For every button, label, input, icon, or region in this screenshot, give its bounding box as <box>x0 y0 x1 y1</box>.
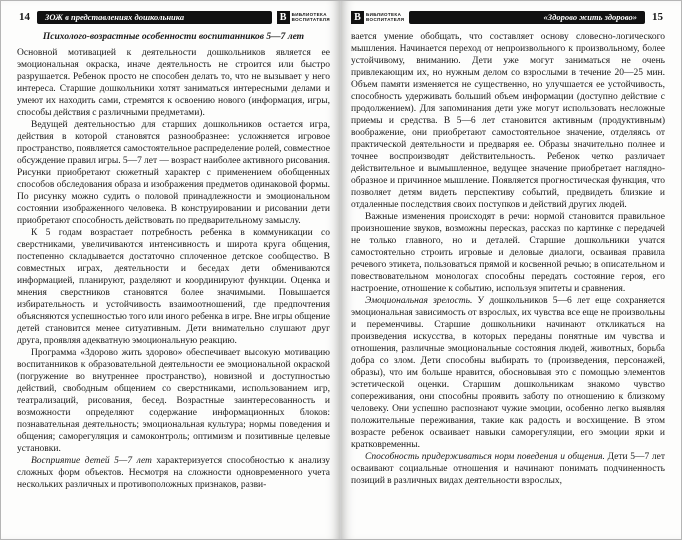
page-number-left: 14 <box>19 11 30 23</box>
paragraph <box>351 31 665 211</box>
left-header-bar <box>37 11 272 24</box>
publisher-name <box>292 12 330 23</box>
left-page <box>1 1 341 539</box>
paragraph-text: Важные изменения происходят в речи: нормой становится правильное произношение звуков, возможны пересказ, рассказ по картинке с передачей не только главного, но и деталей. Старшие дошкольники учатся самостоятельно строить игровые и деловые диалоги, осваивая правила речевого этикета, пользоваться прямой и косвенной речью; в описательном и повествовательном монологах способны передать состояние героя, его настроение, отношение к событию, используя эпитеты и сравнения. <box>351 212 665 294</box>
right-page-body <box>351 31 665 487</box>
publisher-name-line2: ВОСПИТАТЕЛЯ <box>366 17 405 22</box>
left-header-title: ЗОЖ в представлениях дошкольника <box>45 11 185 22</box>
publisher-badge-left <box>277 11 330 24</box>
publisher-name-line2: ВОСПИТАТЕЛЯ <box>291 17 330 22</box>
right-header-title: «Здорово жить здорово» <box>543 11 637 22</box>
paragraph <box>351 451 665 487</box>
paragraph <box>17 455 330 491</box>
paragraph-lead: Восприятие детей 5—7 лет <box>31 456 152 466</box>
publisher-name <box>366 12 404 23</box>
right-header-bar <box>409 11 645 24</box>
paragraph <box>17 47 330 119</box>
left-page-header <box>17 9 330 25</box>
paragraph <box>351 211 665 295</box>
page-number-right: 15 <box>652 11 663 23</box>
publisher-name-line1: БИБЛИОТЕКА <box>291 11 327 17</box>
paragraph-text: Основной мотивацией к деятельности дошкольников является ее эмоциональная окраска, иначе деятельность не строится или быстро разрушается. Ребенок просто не способен делать то, что не вызывает у него интереса. Старшие дошкольники хотят заниматься интересными делами и умеют их находить сами, стремятся к освоению нового (информация, игры, способы действия с различными предметами). <box>17 48 330 118</box>
right-page-header <box>351 9 665 25</box>
paragraph-lead: Способность придерживаться норм поведения и общения. <box>365 452 605 462</box>
paragraph <box>17 227 330 347</box>
section-heading: Психолого-возрастные особенности воспитанников 5—7 лет <box>42 32 305 42</box>
paragraph <box>17 347 330 455</box>
paragraph-text: Программа «Здорово жить здорово» обеспечивает высокую мотивацию воспитанников к образовательной деятельности ее эмоциональной окраской (погружение во внутреннее пространство), новизной и доступностью действий, свободным общением со сверстниками, использованием игр, театрализаций, рисования, бесед. Возрастные заинтересованность и возможности определяют содержание информационных блоков: познавательная деятельность; эмоциональная культура; нормы поведения и общения; саморегуляция и самоконтроль; оптимизм и позитивные целевые установки. <box>17 348 330 454</box>
paragraph-text: Ведущей деятельностью для старших дошкольников остается игра, действия в которой становятся разнообразнее: усложняется игровое пространство, появляется самостоятельное распределение ролей, совместное обсуждение правил игры. 5—7 лет — возраст наиболее активного рисования. Рисунки приобретают сюжетный характер с применением обобщенных способов обследования образа и изображения предметов одинаковой формы. По рисунку можно судить о половой принадлежности и эмоциональном состоянии изображенного человека. В конструировании и рисовании дети приобретают способность действовать по предварительному замыслу. <box>17 120 330 226</box>
publisher-badge-right <box>351 11 404 24</box>
paragraph-text: вается умение обобщать, что составляет основу словесно-логического мышления. Начинается переход от непроизвольного к произвольному, более устойчивому, вниманию. Дети уже могут заниматься не очень привлекающим их, но нужным делом со взрослыми в течение 20—25 мин. Объем памяти изменяется не существенно, но улучшается ее устойчивость, способность удерживать больший объем информации (доступно действие с продолжением). Для запоминания дети уже могут использовать несложные приемы и средства. В 5—6 лет становится активным (продуктивным) воображение, они приобретают самостоятельное значение, отделяясь от практической деятельности и предваряя ее. Образы значительно полнее и точнее воспроизводят действительность. Ребенок четко различает действительное и вымышленное, ведущее значение приобретает наглядно-образное и причинное мышление. Появляется прогностическая функция, что позволяет детям видеть перспективу событий, предвидеть близкие и отдаленные последствия своих поступков и действий других людей. <box>351 32 665 210</box>
publisher-logo-icon: В <box>277 11 290 24</box>
right-page <box>341 1 681 539</box>
paragraph-text: У дошкольников 5—6 лет еще сохраняется эмоциональная зависимость от взрослых, их чувства все еще не произвольны и переменчивы. Старшие дошкольники начинают откликаться на произведения искусства, в которых переданы понятные им чувства и отношения, различные эмоциональные состояния людей, животных, борьба добра со злом. Дети способны выбирать то (произведения, персонажей, образы), что им больше нравится, обосновывая это с помощью элементов эстетической оценки. Старшим дошкольникам знакомо чувство сопереживания, они способны проявить заботу по отношению к близкому человеку. Они успешно распознают чужие эмоции, особенно легко выявляя положительные переживания, такие как радость и восхищение. В этом возрасте ребенок осваивает навыки саморегуляции, его эмоции ярки и кратковременны. <box>351 296 665 450</box>
paragraph <box>351 295 665 451</box>
paragraph-lead: Эмоциональная зрелость. <box>365 296 473 306</box>
publisher-logo-icon: В <box>351 11 364 24</box>
paragraph-text: характеризуется способностью к анализу сложных форм объектов. Несмотря на сложности одновременного учета нескольких различных и противоположных признаков, разви- <box>17 456 331 490</box>
left-page-body <box>17 47 330 491</box>
paragraph-text: Дети 5—7 лет осваивают социальные отношения и начинают понимать подчиненность позиций в различных видах деятельности взрослых, <box>351 452 665 486</box>
paragraph <box>17 119 330 227</box>
publisher-name-line1: БИБЛИОТЕКА <box>366 11 402 17</box>
paragraph-text: К 5 годам возрастает потребность ребенка в коммуникации со сверстниками, увеличиваются интенсивность и широта круга общения, постепенно складывается достаточно сплоченное детское сообщество. В совместных играх, деятельности и беседах дети обмениваются информацией, планируют, разделяют и координируют функции. Оценка и мнения сверстников становятся более значимыми. Повышается избирательность и устойчивость взаимоотношений, где предпочтения объясняются успешностью того или иного ребенка в игре. Вне игры общение детей становится менее ситуативным. Дети внимательно слушают друг друга, проявляя адекватную эмоциональную реакцию. <box>17 228 330 346</box>
